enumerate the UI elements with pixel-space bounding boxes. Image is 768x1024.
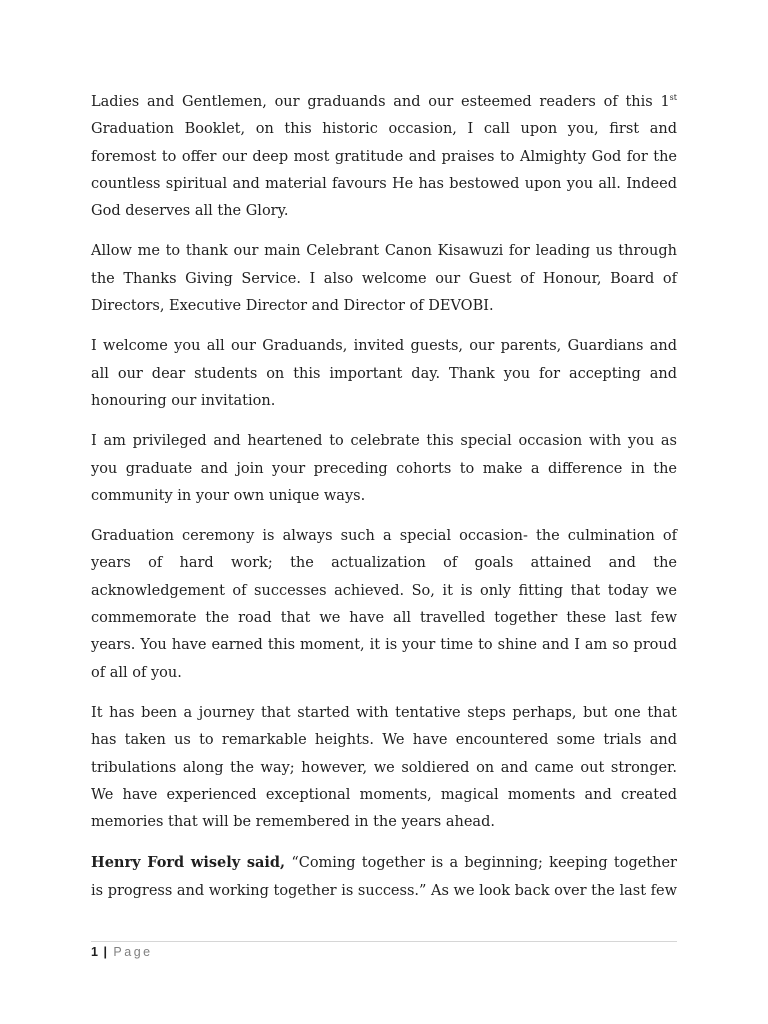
footer-separator: | bbox=[103, 945, 107, 959]
paragraph bbox=[91, 238, 677, 320]
paragraph-text: “Coming together is a beginning; keeping together is progress and working together is success.” As we look back over the last few bbox=[91, 855, 678, 899]
ordinal-superscript: st bbox=[669, 93, 677, 102]
paragraph bbox=[91, 849, 677, 905]
paragraph-text: I welcome you all our Graduands, invited guests, our parents, Guardians and all our dear students on this important day. Thank you for accepting and honouring our invitation. bbox=[91, 338, 677, 409]
paragraph-text: Graduation Booklet, on this historic occasion, I call upon you, first and foremost to offer our deep most gratitude and praises to Almighty God for the countless spiritual and material favours He has bestowed upon you all. Indeed God deserves all the Glory. bbox=[91, 121, 677, 220]
page-number: 1 bbox=[91, 945, 98, 959]
paragraph-text: I am privileged and heartened to celebrate this special occasion with you as you graduate and join your preceding cohorts to make a difference in the community in your own unique ways. bbox=[91, 433, 677, 504]
paragraph bbox=[91, 700, 677, 836]
paragraph bbox=[91, 428, 677, 510]
paragraph bbox=[91, 333, 677, 415]
page-footer bbox=[91, 943, 153, 961]
paragraph bbox=[91, 523, 677, 687]
paragraph-text: It has been a journey that started with tentative steps perhaps, but one that has taken us to remarkable heights. We have encountered some trials and tribulations along the way; however, we soldiered on and came out stronger. We have experienced exceptional moments, magical moments and created memories that will be remembered in the years ahead. bbox=[91, 704, 677, 831]
paragraph-text: Graduation ceremony is always such a special occasion- the culmination of years of hard work; the actualization of goals attained and the acknowledgement of successes achieved. So, it is only fitting that today we commemorate the road that we have all travelled together these last few years. You have earned this moment, it is your time to shine and I am so proud of all of you. bbox=[91, 528, 677, 681]
footer-divider bbox=[91, 941, 677, 942]
document-body bbox=[91, 89, 677, 918]
quote-attribution: Henry Ford wisely said, bbox=[91, 854, 286, 872]
page-label: Page bbox=[113, 945, 153, 959]
paragraph-text: Allow me to thank our main Celebrant Canon Kisawuzi for leading us through the Thanks Giving Service. I also welcome our Guest of Honour, Board of Directors, Executive Director and Director of DEVOBI. bbox=[91, 243, 677, 315]
paragraph-text: Ladies and Gentlemen, our graduands and our esteemed readers of this 1 bbox=[91, 94, 670, 110]
paragraph bbox=[91, 89, 677, 225]
